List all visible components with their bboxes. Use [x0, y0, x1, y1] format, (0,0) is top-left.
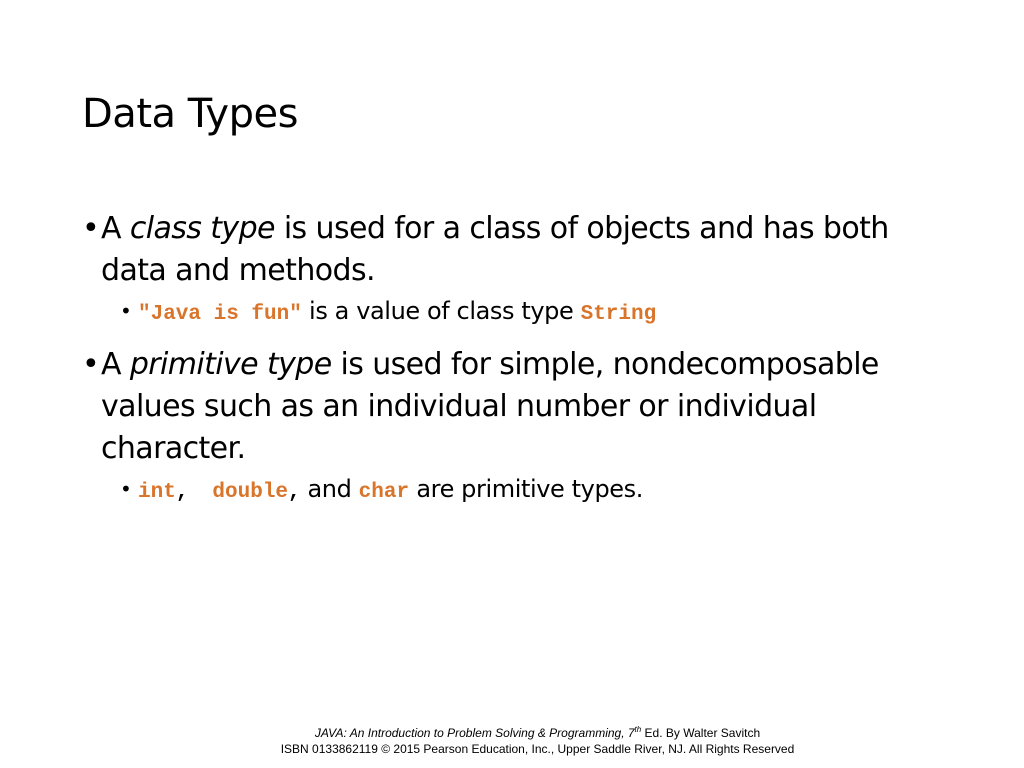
bullet-text-pre: A: [101, 211, 130, 246]
footer-author: Ed. By Walter Savitch: [641, 726, 761, 740]
code-double: double: [212, 481, 289, 504]
sub-bullet-primitive-examples: [120, 472, 942, 510]
code-char: char: [358, 481, 410, 504]
bullet-emphasis: primitive type: [129, 347, 332, 382]
bullet-class-type: [82, 208, 942, 292]
sub-bullet-string-example: [120, 294, 942, 332]
bullet-dot-icon: •: [82, 347, 100, 382]
code-int: int: [138, 481, 176, 504]
footer-citation: [200, 722, 875, 741]
sub-bullet-dot-icon: •: [120, 299, 132, 323]
bullet-primitive-type: [82, 344, 942, 470]
bullet-emphasis: class type: [129, 211, 275, 246]
bullet-text-pre: A: [101, 347, 130, 382]
sub-bullet-text: are primitive types.: [409, 475, 644, 503]
bullet-text-post: is used for a class of objects and has both data and methods.: [101, 211, 889, 288]
sub-bullet-text: is a value of class type: [301, 297, 581, 325]
bullet-dot-icon: •: [82, 211, 100, 246]
bullet-list: [82, 208, 942, 522]
code-literal: "Java is fun": [138, 303, 302, 326]
footer-edition-suffix: th: [634, 725, 642, 734]
code-separator: ,: [175, 481, 213, 504]
footer-book-title: JAVA: An Introduction to Problem Solving & Programming, 7: [314, 726, 635, 740]
slide-title: Data Types: [82, 91, 298, 137]
sub-bullet-dot-icon: •: [120, 477, 132, 501]
bullet-text-post: is used for simple, nondecomposable values such as an individual number or individual character.: [101, 347, 879, 466]
sub-bullet-text: and: [300, 475, 359, 503]
slide-footer: [200, 722, 875, 757]
code-type-name: String: [580, 303, 657, 326]
code-separator: ,: [288, 481, 301, 504]
footer-copyright: ISBN 0133862119 © 2015 Pearson Education, Inc., Upper Saddle River, NJ. All Rights Reserved: [280, 742, 795, 756]
